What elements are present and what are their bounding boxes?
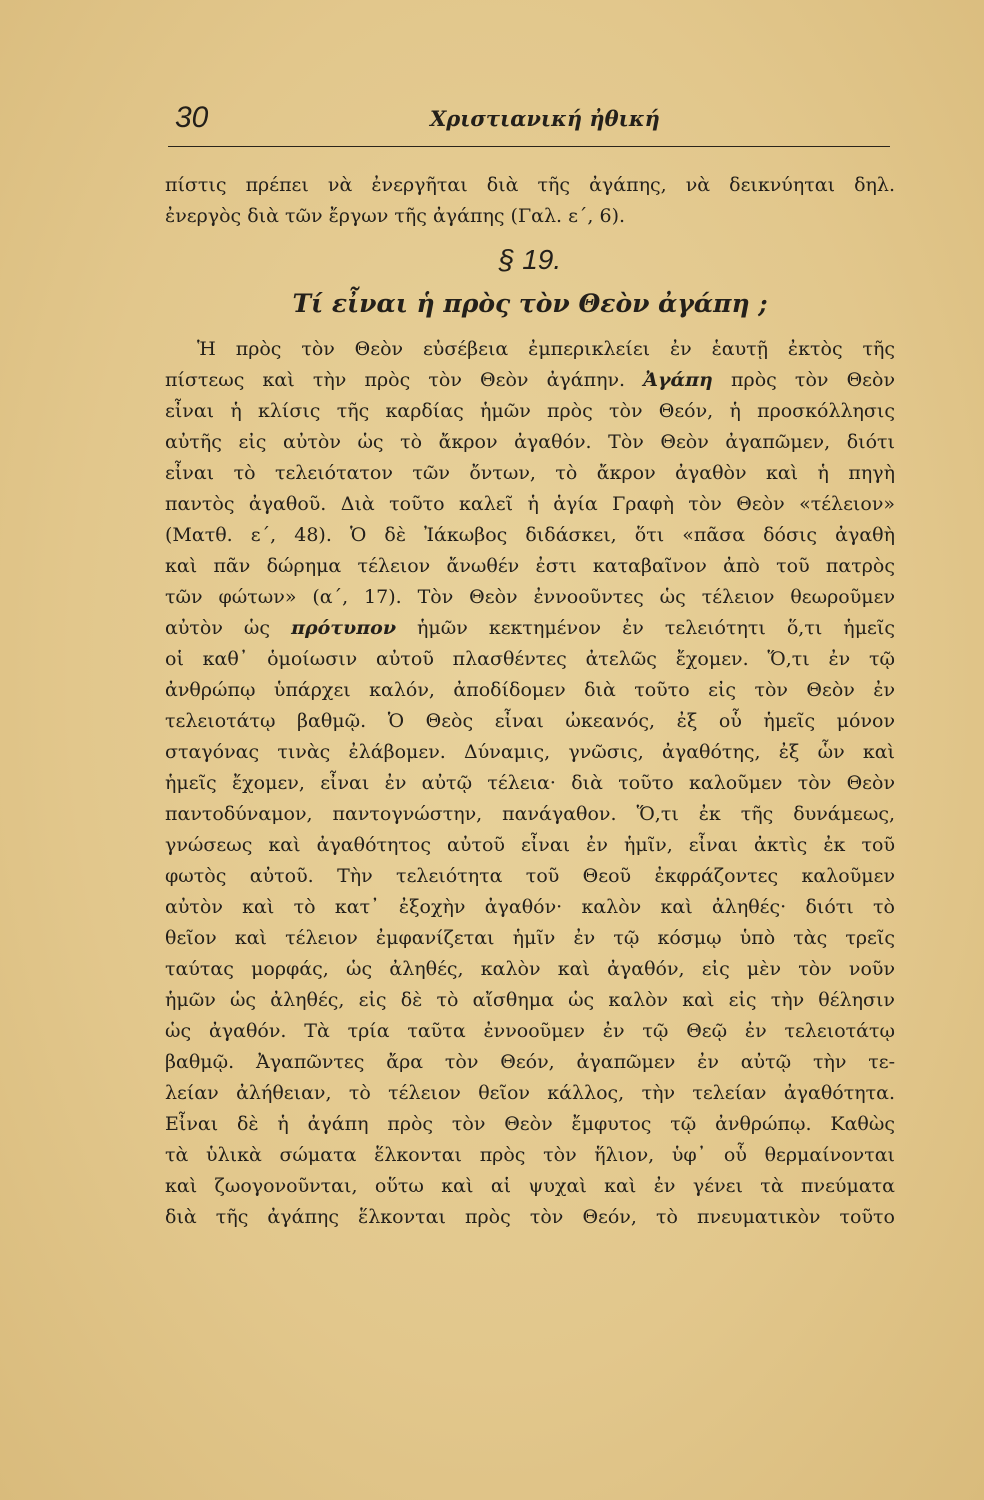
page-number: 30 xyxy=(175,101,209,134)
paragraph-line: αὐτὸν καὶ τὸ κατ᾽ ἐξοχὴν ἀγαθόν· καλὸν καὶ ἀληθές· διότι τὸ xyxy=(165,896,895,918)
emphasis-prototypon: πρότυπον xyxy=(291,617,397,639)
paragraph-line: ἡμῶν ὡς ἀληθές, εἰς δὲ τὸ αἴσθημα ὡς καλὸν καὶ εἰς τὴν θέλησιν xyxy=(165,989,895,1011)
intro-line: ἐνεργὸς διὰ τῶν ἔργων τῆς ἀγάπης (Γαλ. ε΄, 6). xyxy=(165,205,626,227)
paragraph-line: Εἶναι δὲ ἡ ἀγάπη πρὸς τὸν Θεὸν ἔμφυτος τῷ ἀνθρώπῳ. Καθὼς xyxy=(165,1113,895,1135)
body-text xyxy=(165,170,895,1233)
header-rule xyxy=(168,146,890,147)
paragraph-line: οἱ καθ᾽ ὁμοίωσιν αὐτοῦ πλασθέντες ἀτελῶς ἔχομεν. Ὅ,τι ἐν τῷ xyxy=(165,648,895,670)
paragraph-line: ἡμεῖς ἔχομεν, εἶναι ἐν αὐτῷ τέλεια· διὰ τοῦτο καλοῦμεν τὸν Θεὸν xyxy=(165,772,895,794)
text-run: αὐτὸν ὡς xyxy=(165,617,292,639)
paragraph-line: εἶναι τὸ τελειότατον τῶν ὄντων, τὸ ἄκρον ἀγαθὸν καὶ ἡ πηγὴ xyxy=(165,462,895,484)
paragraph-line: παντὸς ἀγαθοῦ. Διὰ τοῦτο καλεῖ ἡ ἁγία Γραφὴ τὸν Θεὸν «τέλειον» xyxy=(165,493,895,515)
text-run: πρὸς τὸν Θεὸν xyxy=(712,369,895,391)
paragraph-line: καὶ ζωογονοῦνται, οὕτω καὶ αἱ ψυχαὶ καὶ ἐν γένει τὰ πνεύματα xyxy=(165,1175,895,1197)
paragraph-line: ὡς ἀγαθόν. Τὰ τρία ταῦτα ἐννοοῦμεν ἐν τῷ Θεῷ ἐν τελειοτάτῳ xyxy=(165,1020,895,1042)
paragraph-line xyxy=(165,613,895,644)
paragraph-line: διὰ τῆς ἀγάπης ἕλκονται πρὸς τὸν Θεόν, τὸ πνευματικὸν τοῦτο xyxy=(165,1206,895,1228)
paragraph-line: καὶ πᾶν δώρημα τέλειον ἄνωθέν ἐστι καταβαῖνον ἀπὸ τοῦ πατρὸς xyxy=(165,555,895,577)
paragraph-line: εἶναι ἡ κλίσις τῆς καρδίας ἡμῶν πρὸς τὸν Θεόν, ἡ προσκόλλησις xyxy=(165,400,895,422)
paragraph-line: τελειοτάτῳ βαθμῷ. Ὁ Θεὸς εἶναι ὠκεανός, ἐξ οὗ ἡμεῖς μόνον xyxy=(165,710,895,732)
page-header xyxy=(175,100,885,146)
paragraph-line: λείαν ἀλήθειαν, τὸ τέλειον θεῖον κάλλος, τὴν τελείαν ἀγαθότητα. xyxy=(165,1082,895,1104)
paragraph-line: θεῖον καὶ τέλειον ἐμφανίζεται ἡμῖν ἐν τῷ κόσμῳ ὑπὸ τὰς τρεῖς xyxy=(165,927,895,949)
paragraph-line: τῶν φώτων» (α΄, 17). Τὸν Θεὸν ἐννοοῦντες ὡς τέλειον θεωροῦμεν xyxy=(165,586,895,608)
paragraph-line: ἀνθρώπῳ ὑπάρχει καλόν, ἀποδίδομεν διὰ τοῦτο εἰς τὸν Θεὸν ἐν xyxy=(165,679,895,701)
paragraph-line: γνώσεως καὶ ἀγαθότητος αὐτοῦ εἶναι ἐν ἡμῖν, εἶναι ἀκτὶς ἐκ τοῦ xyxy=(165,834,895,856)
paragraph-line: ταύτας μορφάς, ὡς ἀληθές, καλὸν καὶ ἀγαθόν, εἰς μὲν τὸν νοῦν xyxy=(165,958,895,980)
text-run: πίστεως καὶ τὴν πρὸς τὸν Θεὸν ἀγάπην. xyxy=(165,369,644,391)
paragraph-line xyxy=(165,365,895,396)
paragraph-line: τὰ ὑλικὰ σώματα ἕλκονται πρὸς τὸν ἥλιον, ὑφ᾽ οὗ θερμαίνονται xyxy=(165,1144,895,1166)
text-run: ἡμῶν κεκτημένον ἐν τελειότητι ὅ,τι ἡμεῖς xyxy=(396,617,895,639)
paragraph-line: φωτὸς αὐτοῦ. Τὴν τελειότητα τοῦ Θεοῦ ἐκφράζοντες καλοῦμεν xyxy=(165,865,895,887)
paragraph-line: βαθμῷ. Ἀγαπῶντες ἄρα τὸν Θεόν, ἀγαπῶμεν ἐν αὐτῷ τὴν τε- xyxy=(165,1051,895,1073)
paragraph-line: (Ματθ. ε΄, 48). Ὁ δὲ Ἰάκωβος διδάσκει, ὅτι «πᾶσα δόσις ἀγαθὴ xyxy=(165,524,895,546)
emphasis-agape: Ἀγάπη xyxy=(643,369,713,391)
intro-line: πίστις πρέπει νὰ ἐνεργῆται διὰ τῆς ἀγάπης, νὰ δεικνύηται δηλ. xyxy=(165,174,895,196)
section-title: Τί εἶναι ἡ πρὸς τὸν Θεὸν ἀγάπη ; xyxy=(292,289,768,318)
running-title: Χριστιανική ἠθική xyxy=(430,106,660,131)
paragraph-line: παντοδύναμον, παντογνώστην, πανάγαθον. Ὅ,τι ἐκ τῆς δυνάμεως, xyxy=(165,803,895,825)
paragraph-line: σταγόνας τινὰς ἐλάβομεν. Δύναμις, γνῶσις, ἀγαθότης, ἐξ ὧν καὶ xyxy=(165,741,895,763)
paragraph-line: αὐτῆς εἰς αὐτὸν ὡς τὸ ἄκρον ἀγαθόν. Τὸν Θεὸν ἀγαπῶμεν, διότι xyxy=(165,431,895,453)
section-number: § 19. xyxy=(498,244,562,275)
paragraph-line: Ἡ πρὸς τὸν Θεὸν εὐσέβεια ἐμπερικλείει ἐν ἑαυτῇ ἐκτὸς τῆς xyxy=(197,338,895,360)
